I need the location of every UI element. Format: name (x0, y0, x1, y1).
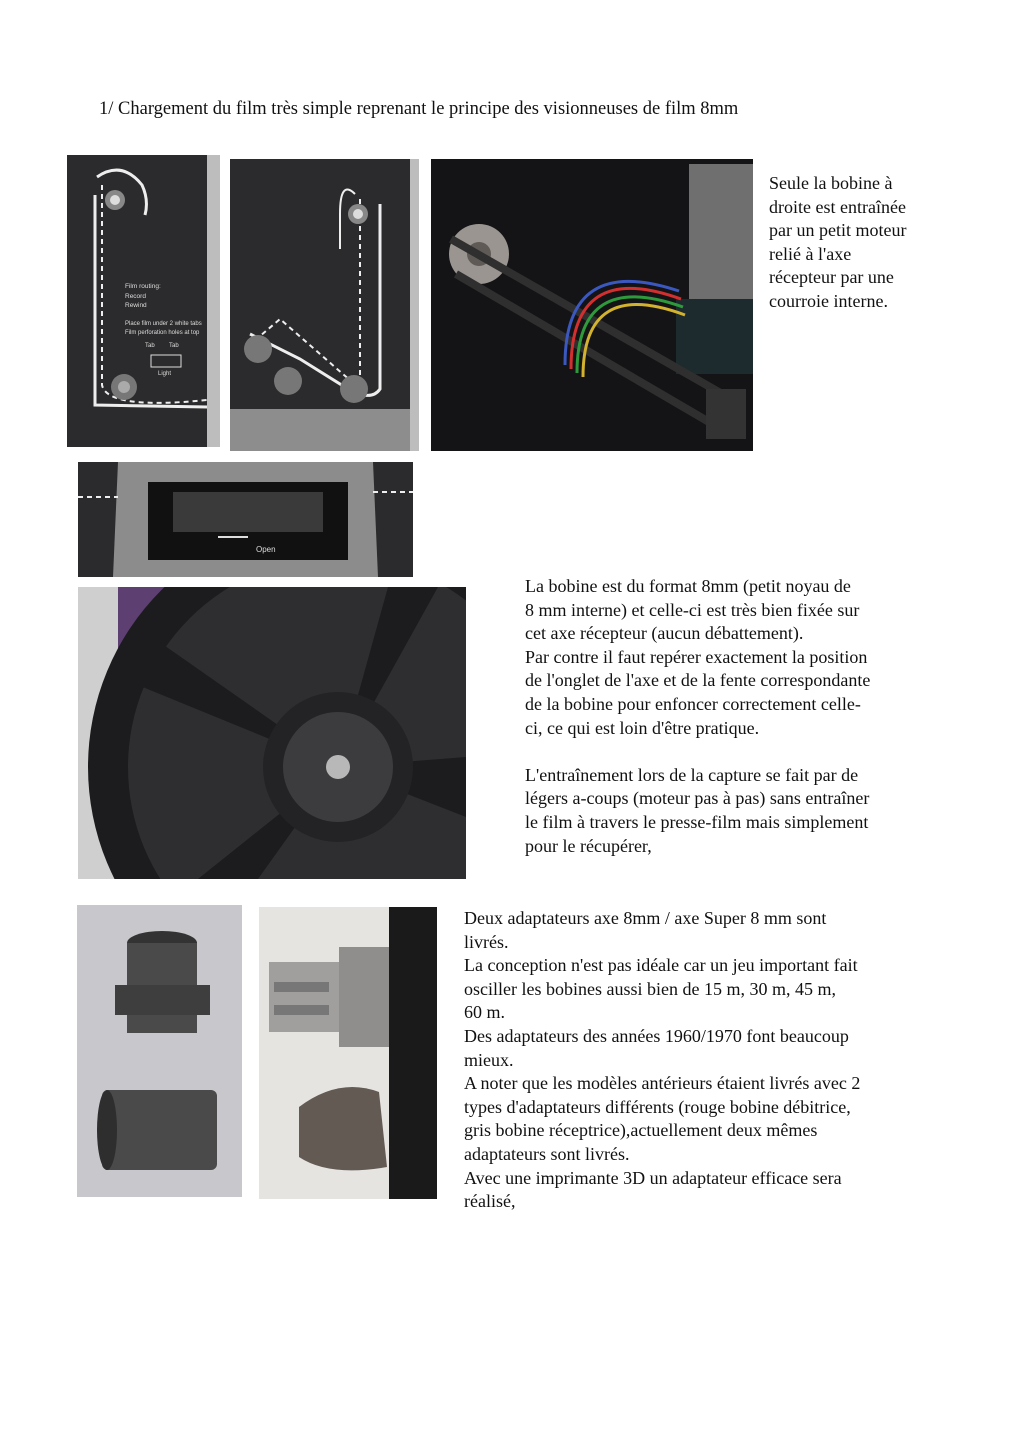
text-line: adaptateurs sont livrés. (464, 1143, 630, 1164)
text-line: Par contre il faut repérer exactement la position (525, 646, 868, 667)
text-line: L'entraînement lors de la capture se fait par de (525, 764, 859, 785)
text-line: légers a-coups (moteur pas à pas) sans entraîner (525, 788, 870, 809)
text-line: A noter que les modèles antérieurs étaient livrés avec 2 (464, 1073, 861, 1094)
text-block-adapters (464, 907, 860, 1214)
label-film-routing: Film routing: (125, 283, 161, 290)
page-heading: 1/ Chargement du film très simple reprenant le principe des visionneuses de film 8mm (99, 99, 739, 119)
text-block-reel (525, 575, 870, 858)
text-line: types d'adaptateurs différents (rouge bobine débitrice, (464, 1096, 851, 1117)
text-line: relié à l'axe (769, 243, 852, 264)
text-line: récepteur par une (769, 267, 894, 288)
text-line: ci, ce qui est loin d'être pratique. (525, 717, 760, 738)
text-line: osciller les bobines aussi bien de 15 m, 30 m, 45 m, (464, 978, 836, 999)
text-line: livrés. (464, 931, 509, 952)
label-place-film: Place film under 2 white tabs (125, 321, 202, 327)
label-open: Open (256, 545, 276, 554)
text-line: par un petit moteur (769, 220, 907, 241)
photo-film-routing-left (67, 155, 220, 447)
text-line: de l'onglet de l'axe et de la fente correspondante (525, 670, 871, 691)
text-line: La bobine est du format 8mm (petit noyau de (525, 576, 851, 596)
photo-two-adapters (77, 905, 242, 1197)
label-light: Light (158, 371, 172, 377)
text-line: gris bobine réceptrice),actuellement deux mêmes (464, 1120, 818, 1141)
text-line: 60 m. (464, 1002, 506, 1023)
text-line: cet axe récepteur (aucun débattement). (525, 623, 804, 644)
photo-motor-belt (431, 159, 753, 451)
text-line: le film à travers le presse-film mais simplement (525, 811, 869, 832)
text-line: mieux. (464, 1049, 514, 1070)
text-line: Seule la bobine à (769, 173, 893, 193)
text-line: Deux adaptateurs axe 8mm / axe Super 8 mm sont (464, 908, 827, 928)
label-tab-2: Tab (169, 343, 179, 349)
text-line: Des adaptateurs des années 1960/1970 font beaucoup (464, 1025, 849, 1046)
text-block-motor (769, 172, 906, 314)
text-line: de la bobine pour enfoncer correctement celle- (525, 693, 861, 714)
text-line: La conception n'est pas idéale car un jeu important fait (464, 955, 858, 976)
text-line: droite est entraînée (769, 196, 906, 217)
photo-film-gate (78, 462, 413, 577)
label-record: Record (125, 293, 146, 300)
label-tab-1: Tab (145, 343, 155, 349)
photo-adapter-mounted (259, 907, 437, 1199)
text-line: pour le récupérer, (525, 835, 652, 856)
label-rewind: Rewind (125, 302, 147, 309)
text-line: Avec une imprimante 3D un adaptateur efficace sera (464, 1167, 842, 1188)
text-line: réalisé, (464, 1191, 516, 1212)
text-line: 8 mm interne) et celle-ci est très bien fixée sur (525, 599, 860, 620)
text-line: courroie interne. (769, 290, 888, 311)
photo-film-routing-right (230, 159, 419, 451)
photo-reel-on-spindle (78, 587, 466, 879)
label-perforation: Film perforation holes at top (125, 330, 200, 336)
